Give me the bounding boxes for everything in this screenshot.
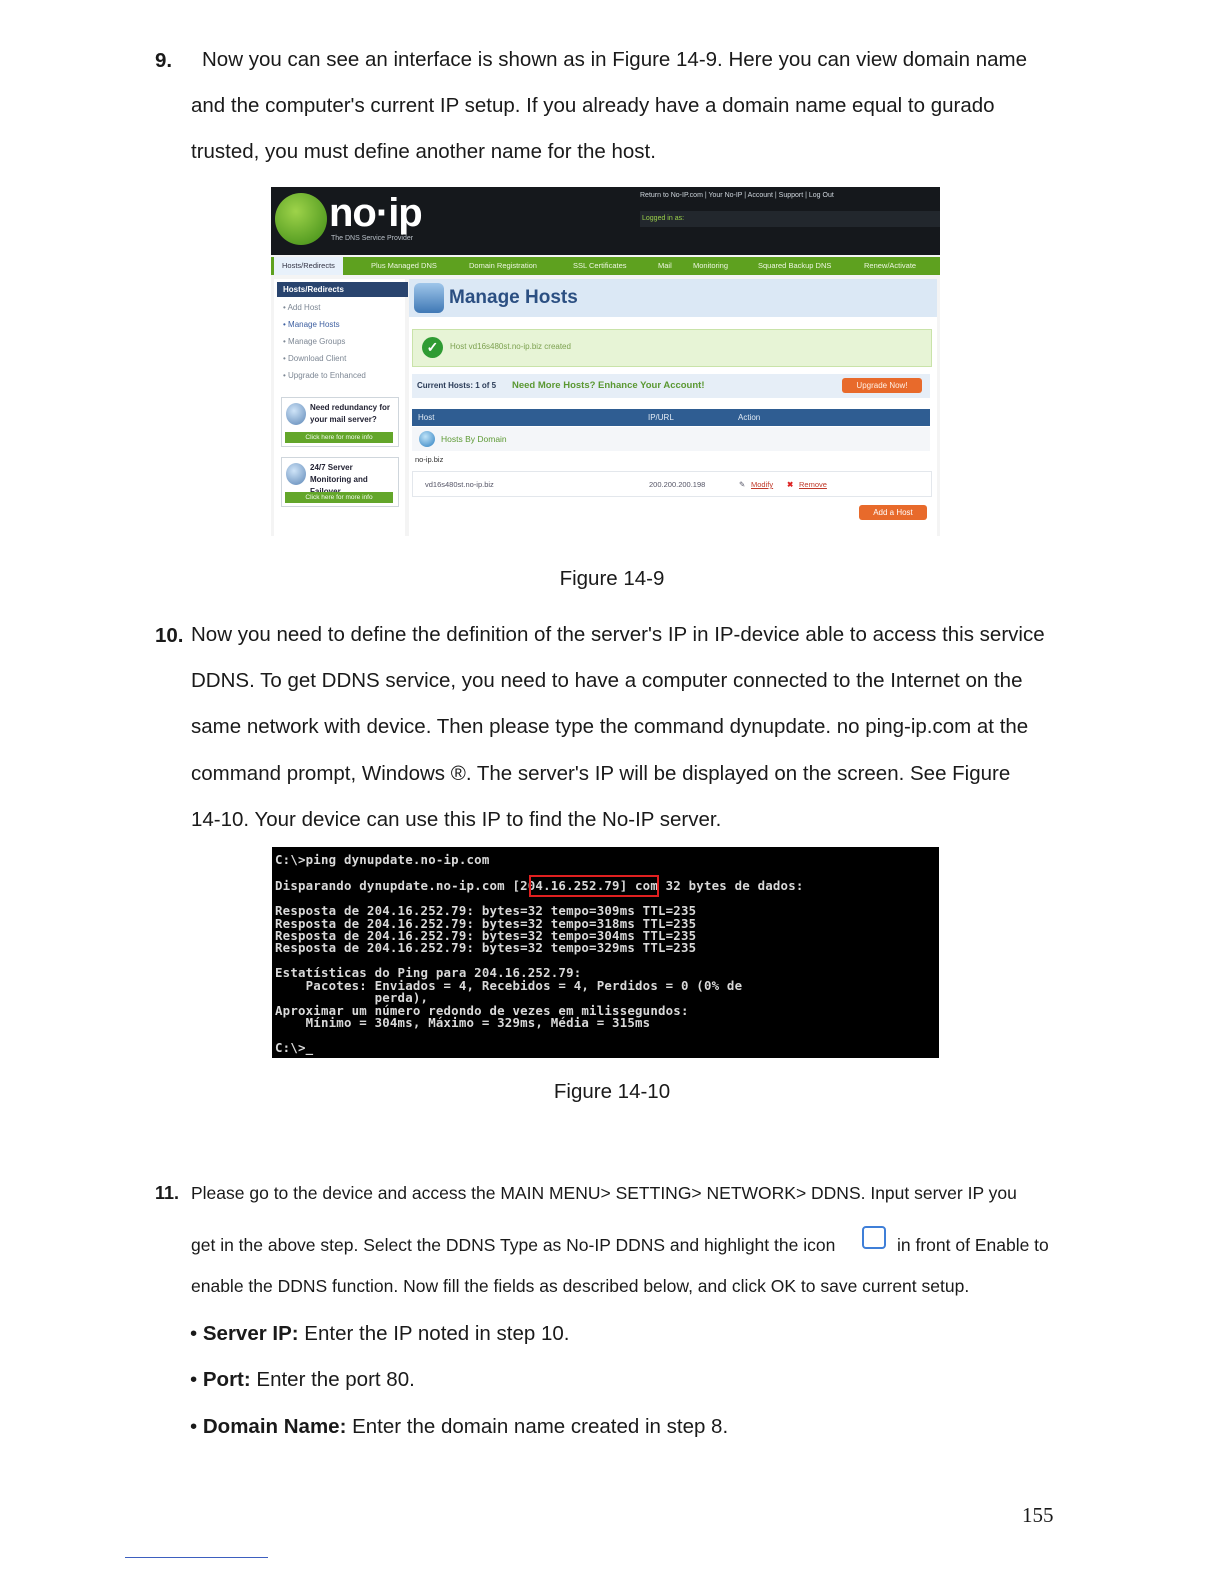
page-number: 155 (1022, 1503, 1054, 1527)
sidebar-item-add-host[interactable]: • Add Host (283, 303, 321, 312)
footer-divider (125, 1557, 268, 1558)
step10-line2: DDNS. To get DDNS service, you need to have a computer connected to the Internet on the (191, 669, 1023, 692)
ip-highlight-box (529, 875, 659, 897)
nav-tab-plus-dns[interactable]: Plus Managed DNS (371, 261, 437, 270)
promo-more-info-button[interactable]: Click here for more info (285, 492, 393, 503)
console-line: Resposta de 204.16.252.79: bytes=32 tempo=329ms TTL=235 (275, 940, 697, 955)
noip-sidebar (274, 279, 405, 536)
manage-hosts-header (409, 279, 937, 317)
clock-icon (286, 403, 306, 425)
console-line: perda), (275, 990, 429, 1005)
globe-icon (286, 463, 306, 485)
checkmark-icon: ✓ (422, 337, 443, 358)
current-hosts-bar (412, 374, 930, 398)
promo-more-info-button[interactable]: Click here for more info (285, 432, 393, 443)
noip-logo-subtitle: The DNS Service Provider (331, 235, 414, 242)
need-more-hosts-link[interactable]: Need More Hosts? Enhance Your Account! (512, 380, 705, 391)
noip-main (409, 279, 937, 536)
step-number: 11. (155, 1183, 180, 1203)
figure-caption: Figure 14-9 (559, 567, 665, 590)
checkbox-icon (862, 1226, 886, 1249)
current-hosts-count: Current Hosts: 1 of 5 (417, 381, 497, 390)
console-line: Aproximar um número redondo de vezes em milissegundos: (275, 1003, 689, 1018)
noip-top-links[interactable]: Return to No-IP.com | Your No-IP | Account | Support | Log Out (640, 192, 834, 199)
nav-tab-backup-dns[interactable]: Squared Backup DNS (758, 261, 832, 270)
noip-logo-icon (275, 193, 327, 245)
hosts-by-domain (412, 427, 930, 451)
sidebar-item-manage-groups[interactable]: • Manage Groups (283, 337, 346, 346)
sidebar-item-download-client[interactable]: • Download Client (283, 354, 347, 363)
step11-line1: Please go to the device and access the MAIN MENU> SETTING> NETWORK> DDNS. Input server IP you (191, 1183, 1017, 1203)
upgrade-now-button[interactable]: Upgrade Now! (842, 378, 922, 393)
server-icon (414, 283, 444, 313)
console-line: C:\>ping dynupdate.no-ip.com (275, 852, 490, 867)
nav-tab-monitoring[interactable]: Monitoring (693, 261, 729, 270)
page-title: Manage Hosts (449, 287, 578, 308)
globe-icon (419, 431, 435, 447)
sidebar-header: Hosts/Redirects (277, 282, 408, 297)
edit-icon: ✎ (739, 480, 746, 489)
console-line: C:\>_ (275, 1040, 314, 1055)
col-host: Host (418, 413, 435, 422)
row-ip: 200.200.200.198 (649, 480, 706, 489)
nav-tab-mail[interactable]: Mail (658, 261, 672, 270)
step9-line2: and the computer's current IP setup. If you already have a domain name equal to gurado (191, 94, 995, 117)
step11-line3: enable the DDNS function. Now fill the fields as described below, and click OK to save current setup. (191, 1276, 970, 1296)
promo-redundancy (281, 397, 399, 447)
step11-line2b: in front of Enable to (897, 1235, 1049, 1255)
promo-text: Need redundancy for your mail server? (310, 403, 391, 424)
noip-header (271, 187, 940, 255)
bullet-server-ip: • Server IP: Enter the IP noted in step 10. (190, 1322, 570, 1345)
console-line: Disparando dynupdate.no-ip.com [204.16.252.79] com 32 bytes de dados: (275, 878, 804, 893)
sidebar-item-upgrade[interactable]: • Upgrade to Enhanced (283, 371, 366, 380)
table-row (412, 471, 932, 497)
console-line: Resposta de 204.16.252.79: bytes=32 tempo=304ms TTL=235 (275, 928, 697, 943)
step9-line3: trusted, you must define another name for the host. (191, 140, 656, 163)
console-line: Pacotes: Enviados = 4, Recebidos = 4, Perdidos = 0 (0% de (275, 978, 743, 993)
step10-line4: command prompt, Windows ®. The server's IP will be displayed on the screen. See Figure (191, 762, 1011, 785)
step10-line3: same network with device. Then please type the command dynupdate. no ping-ip.com at the (191, 715, 1029, 738)
nav-tab-hosts[interactable]: Hosts/Redirects (274, 257, 343, 275)
hosts-by-domain-label: Hosts By Domain (441, 434, 507, 444)
add-host-button[interactable]: Add a Host (859, 505, 927, 520)
col-ip: IP/URL (648, 413, 674, 422)
step10-line5: 14-10. Your device can use this IP to find the No-IP server. (191, 808, 722, 831)
console-screenshot (272, 847, 939, 1058)
step-number: 10. (155, 624, 184, 647)
hosts-table-header (412, 409, 930, 426)
bullet-domain-name: • Domain Name: Enter the domain name created in step 8. (190, 1415, 729, 1438)
noip-screenshot (271, 187, 940, 536)
success-text: Host vd16s480st.no-ip.biz created (450, 342, 571, 351)
nav-tab-renew[interactable]: Renew/Activate (864, 261, 917, 270)
modify-link[interactable]: Modify (751, 480, 774, 489)
row-host: vd16s480st.no-ip.biz (425, 480, 494, 489)
promo-text: 24/7 Server Monitoring and (310, 463, 368, 484)
figure-caption: Figure 14-10 (553, 1080, 671, 1103)
console-line: Mínimo = 304ms, Máximo = 329ms, Média = 315ms (275, 1015, 651, 1030)
nav-tab-ssl[interactable]: SSL Certificates (573, 261, 627, 270)
console-line: Resposta de 204.16.252.79: bytes=32 tempo=309ms TTL=235 (275, 903, 697, 918)
console-line: Resposta de 204.16.252.79: bytes=32 tempo=318ms TTL=235 (275, 916, 697, 931)
bullet-port: • Port: Enter the port 80. (190, 1368, 415, 1391)
step11-line2a: get in the above step. Select the DDNS Type as No-IP DDNS and highlight the icon (191, 1235, 836, 1255)
nav-tab-domain-registration[interactable]: Domain Registration (469, 261, 537, 270)
noip-nav (271, 257, 940, 275)
step9-line1: Now you can see an interface is shown as in Figure 14-9. Here you can view domain name (202, 48, 1027, 71)
noip-logo-text: no·ip (329, 191, 422, 235)
step-number: 9. (155, 49, 173, 72)
console-line: Estatísticas do Ping para 204.16.252.79: (275, 965, 582, 980)
step10-line1: Now you need to define the definition of the server's IP in IP-device able to access this service (191, 623, 1045, 646)
col-action: Action (738, 413, 761, 422)
remove-link[interactable]: Remove (799, 480, 827, 489)
promo-monitoring (281, 457, 399, 507)
remove-icon: ✖ (787, 480, 794, 489)
success-message (412, 329, 932, 367)
sidebar-item-manage-hosts[interactable]: • Manage Hosts (283, 320, 340, 329)
domain-group: no-ip.biz (415, 455, 444, 464)
noip-logged-in: Logged in as: (640, 211, 940, 227)
